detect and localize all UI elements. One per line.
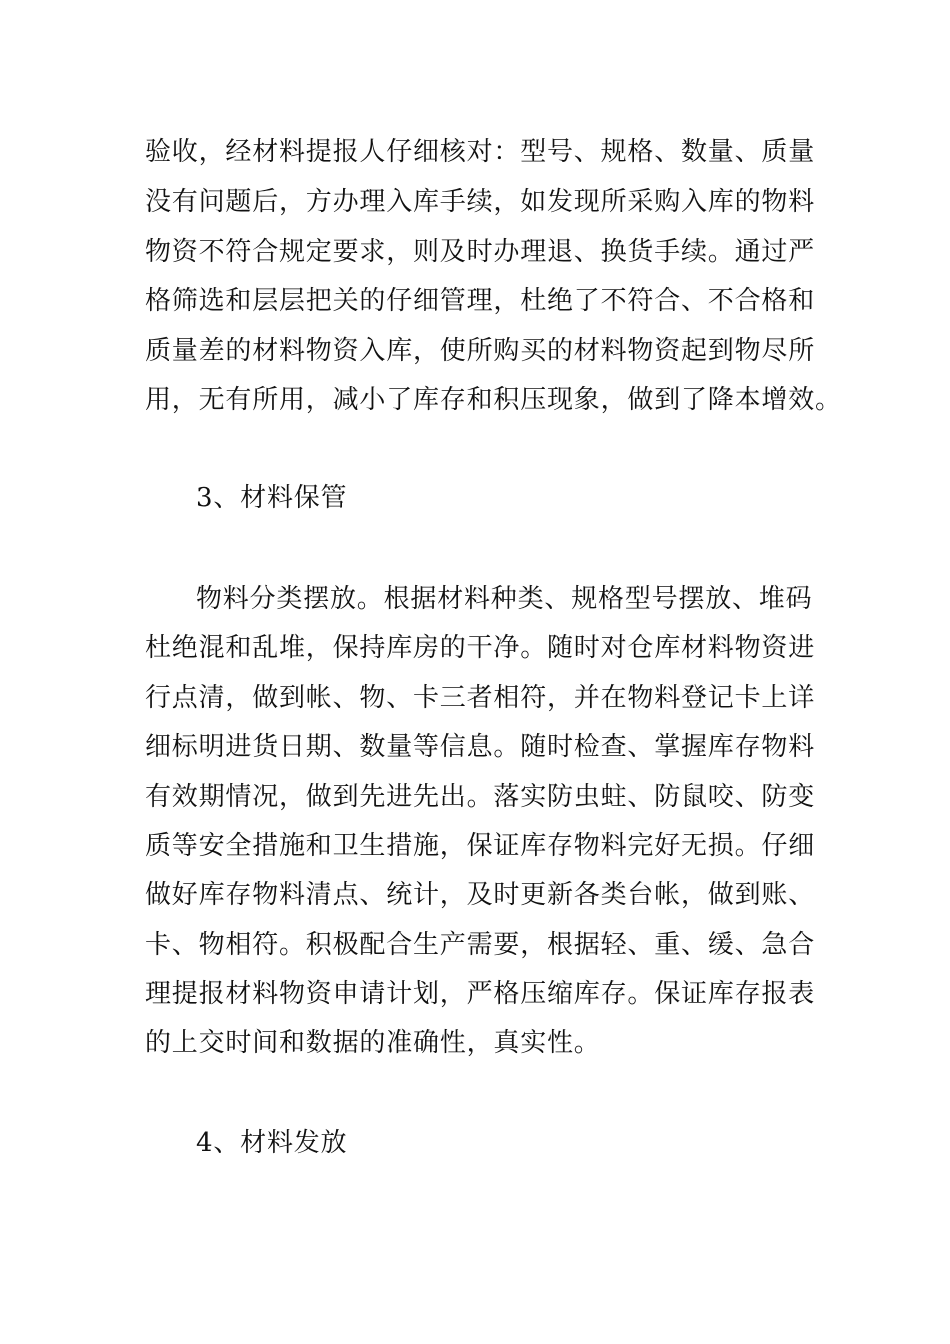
- paragraph-line: 卡、物相符。积极配合生产需要，根据轻、重、缓、急合: [145, 930, 816, 960]
- section-heading-4: 4、材料发放: [196, 1128, 348, 1158]
- paragraph-line: 质量差的材料物资入库，使所购买的材料物资起到物尽所: [145, 336, 816, 366]
- paragraph-line: 用，无有所用，减小了库存和积压现象，做到了降本增效。: [145, 385, 842, 415]
- paragraph-line: 物资不符合规定要求，则及时办理退、换货手续。通过严: [145, 237, 816, 267]
- paragraph-line: 的上交时间和数据的准确性，真实性。: [145, 1028, 601, 1058]
- paragraph-line: 格筛选和层层把关的仔细管理，杜绝了不符合、不合格和: [145, 286, 816, 316]
- paragraph-line: 做好库存物料清点、统计，及时更新各类台帐，做到账、: [145, 880, 816, 910]
- paragraph-line: 细标明进货日期、数量等信息。随时检查、掌握库存物料: [145, 732, 816, 762]
- paragraph-line: 杜绝混和乱堆，保持库房的干净。随时对仓库材料物资进: [145, 633, 816, 663]
- paragraph-line: 验收，经材料提报人仔细核对：型号、规格、数量、质量: [145, 137, 816, 167]
- section-heading-3: 3、材料保管: [196, 483, 348, 513]
- paragraph-line: 物料分类摆放。根据材料种类、规格型号摆放、堆码: [196, 584, 813, 614]
- paragraph-line: 没有问题后，方办理入库手续，如发现所采购入库的物料: [145, 187, 816, 217]
- paragraph-line: 质等安全措施和卫生措施，保证库存物料完好无损。仔细: [145, 831, 816, 861]
- paragraph-line: 理提报材料物资申请计划，严格压缩库存。保证库存报表: [145, 979, 816, 1009]
- paragraph-line: 有效期情况，做到先进先出。落实防虫蛀、防鼠咬、防变: [145, 782, 816, 812]
- paragraph-line: 行点清，做到帐、物、卡三者相符，并在物料登记卡上详: [145, 683, 816, 713]
